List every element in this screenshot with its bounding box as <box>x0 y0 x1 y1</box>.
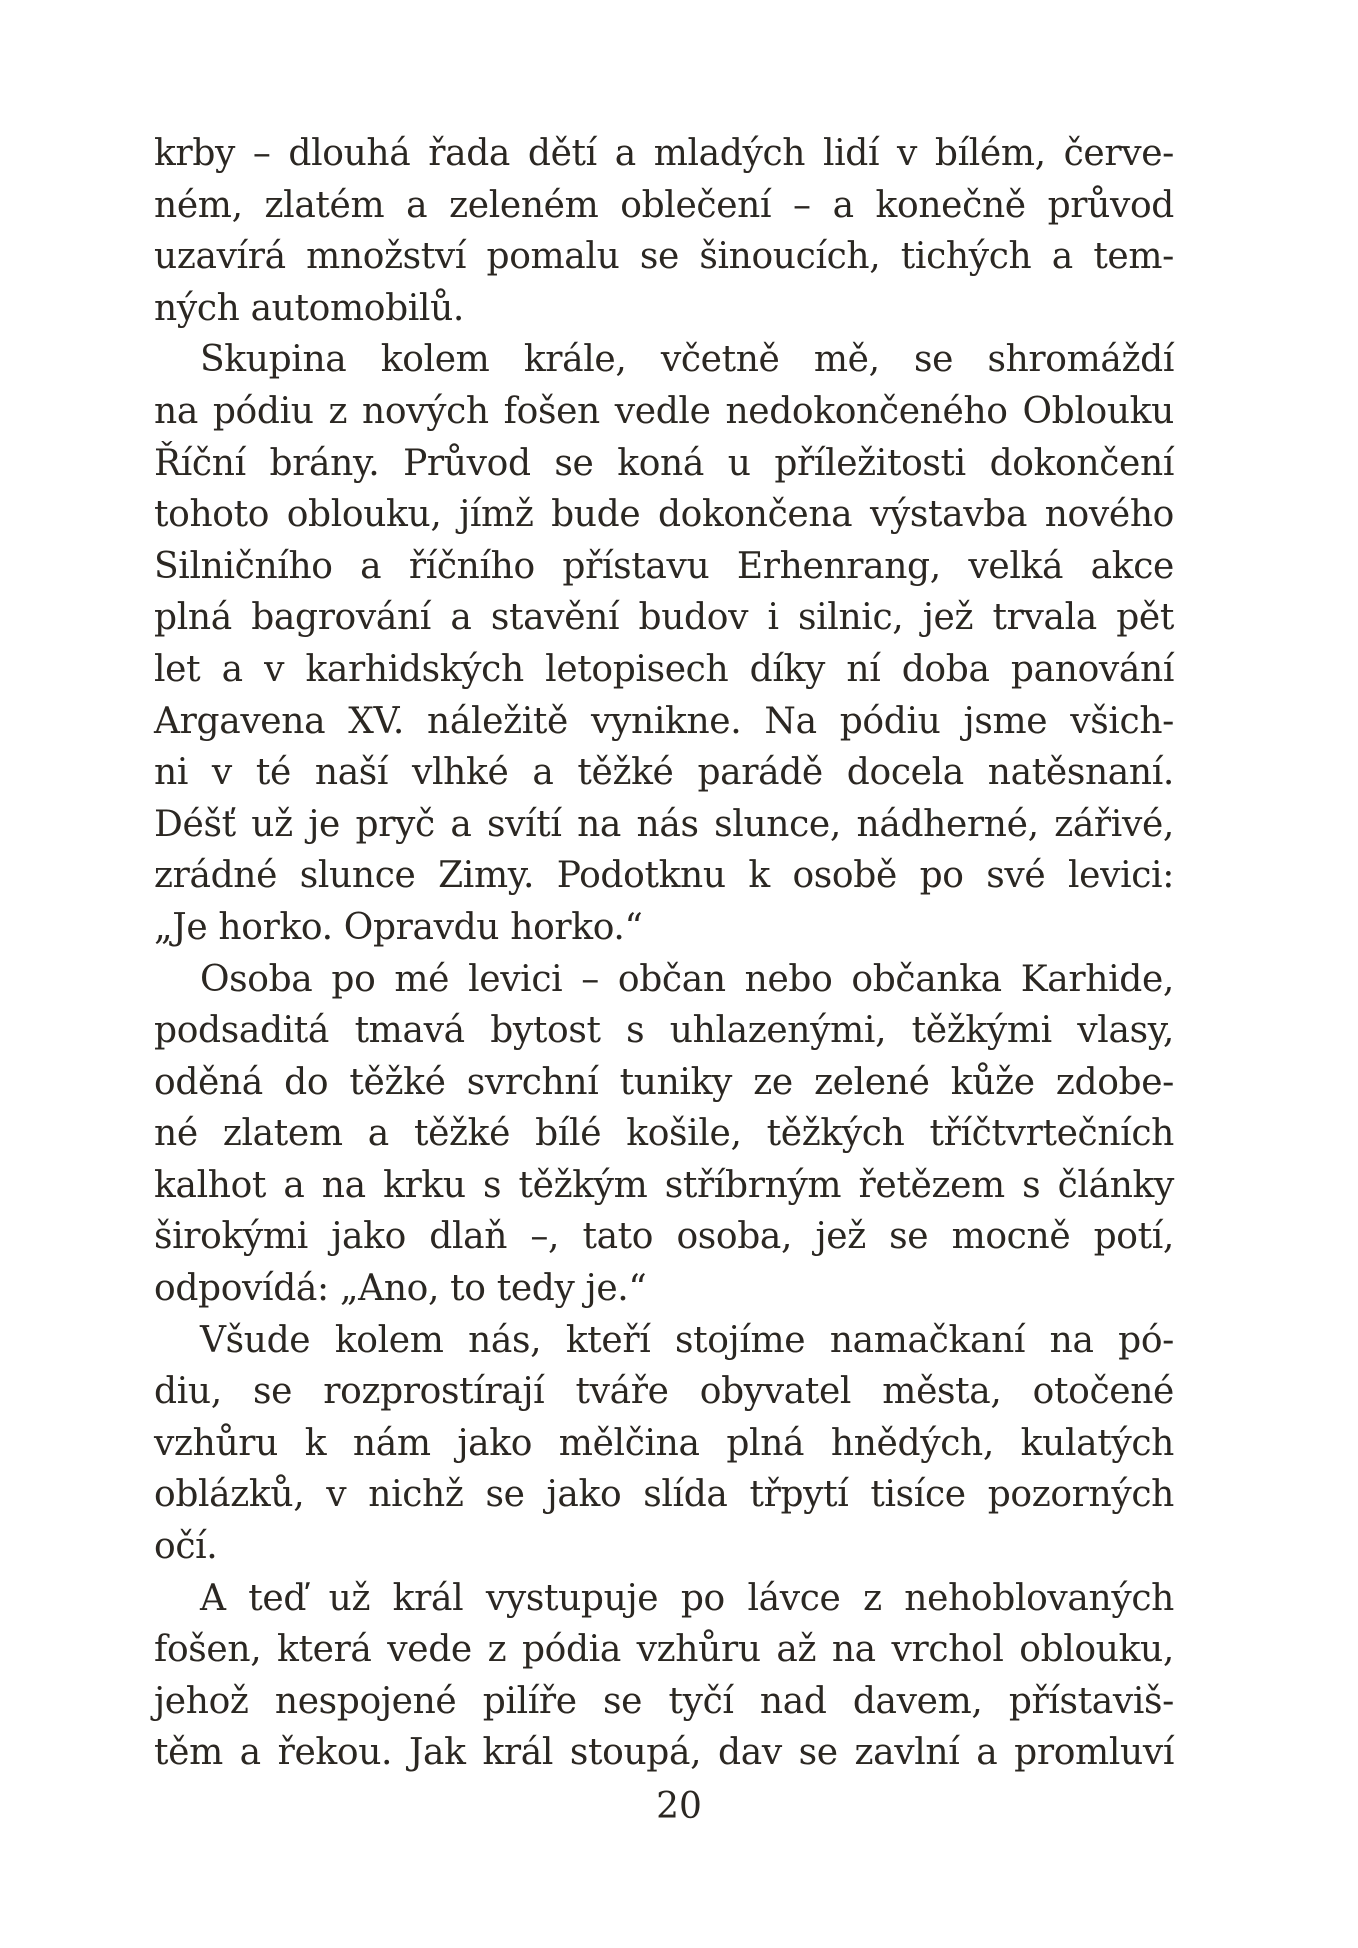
paragraph-2 <box>154 334 1174 953</box>
text-line: oblázků, v nichž se jako slída třpytí tisíce pozorných <box>154 1474 1174 1516</box>
text-line: zrádné slunce Zimy. Podotknu k osobě po své levici: <box>154 855 1174 897</box>
text-line: ni v té naší vlhké a těžké parádě docela natěsnaní. <box>154 752 1174 794</box>
text-line: vzhůru k nám jako mělčina plná hnědých, kulatých <box>154 1422 1174 1464</box>
text-line: kalhot a na krku s těžkým stříbrným řetězem s články <box>154 1164 1174 1206</box>
text-line: podsaditá tmavá bytost s uhlazenými, těžkými vlasy, <box>154 1010 1174 1052</box>
text-line: odpovídá: „Ano, to tedy je.“ <box>154 1268 647 1310</box>
body-text <box>154 128 1174 1779</box>
text-line: plná bagrování a stavění budov i silnic, jež trvala pět <box>154 597 1174 639</box>
text-line: očí. <box>154 1526 218 1568</box>
text-line: Déšť už je pryč a svítí na nás slunce, nádherné, zářivé, <box>154 803 1174 845</box>
text-line: Říční brány. Průvod se koná u příležitosti dokončení <box>154 442 1174 484</box>
text-line: A teď už král vystupuje po lávce z nehoblovaných <box>200 1577 1174 1619</box>
text-line: tohoto oblouku, jímž bude dokončena výstavba nového <box>154 494 1174 536</box>
paragraph-4 <box>154 1315 1174 1573</box>
text-line: Silničního a říčního přístavu Erhenrang, velká akce <box>154 545 1174 587</box>
text-line: Osoba po mé levici – občan nebo občanka Karhide, <box>200 958 1174 1000</box>
page-number: 20 <box>656 1786 702 1827</box>
text-line: Skupina kolem krále, včetně mě, se shromáždí <box>200 339 1174 381</box>
text-line: diu, se rozprostírají tváře obyvatel města, otočené <box>154 1371 1174 1413</box>
paragraph-3 <box>154 954 1174 1315</box>
text-line: ných automobilů. <box>154 287 465 329</box>
text-line: fošen, která vede z pódia vzhůru až na vrchol oblouku, <box>154 1629 1174 1671</box>
text-line: jehož nespojené pilíře se tyčí nad davem, přístaviš- <box>154 1680 1174 1722</box>
text-line: „Je horko. Opravdu horko.“ <box>154 906 643 948</box>
text-line: těm a řekou. Jak král stoupá, dav se zavlní a promluví <box>154 1732 1174 1774</box>
text-line: širokými jako dlaň –, tato osoba, jež se mocně potí, <box>154 1216 1174 1258</box>
text-line: krby – dlouhá řada dětí a mladých lidí v bílém, červe- <box>154 133 1174 174</box>
paragraph-1 <box>154 128 1174 334</box>
paragraph-5 <box>154 1573 1174 1779</box>
text-line: na pódiu z nových fošen vedle nedokončeného Oblouku <box>154 390 1174 432</box>
text-line: Argavena XV. náležitě vynikne. Na pódiu jsme všich- <box>154 700 1174 742</box>
text-line: ném, zlatém a zeleném oblečení – a konečně průvod <box>154 184 1174 226</box>
text-line: let a v karhidských letopisech díky ní doba panování <box>154 648 1174 690</box>
text-line: Všude kolem nás, kteří stojíme namačkaní na pó- <box>200 1319 1174 1361</box>
text-line: né zlatem a těžké bílé košile, těžkých tříčtvrtečních <box>154 1113 1174 1155</box>
text-line: uzavírá množství pomalu se šinoucích, tichých a tem- <box>154 236 1174 278</box>
text-line: oděná do těžké svrchní tuniky ze zelené kůže zdobe- <box>154 1061 1174 1103</box>
